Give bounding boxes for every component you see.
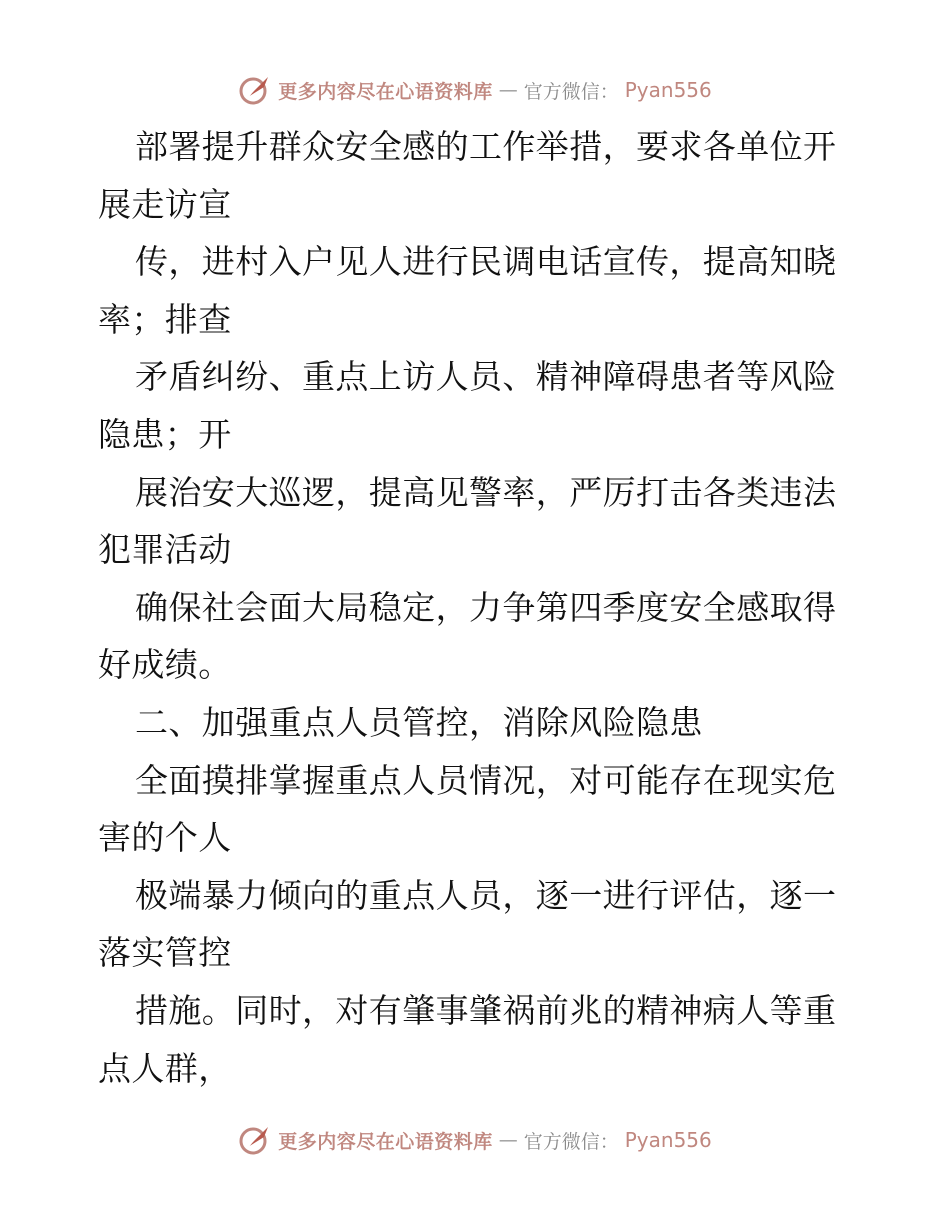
body-line: 部署提升群众安全感的工作举措，要求各单位开	[135, 127, 837, 166]
watermark-site-text: 更多内容尽在心语资料库	[278, 80, 493, 103]
watermark-wechat-label: 官方微信：	[523, 80, 619, 103]
body-line: 措施。同时，对有肇事肇祸前兆的精神病人等重	[135, 990, 837, 1030]
footer-watermark	[0, 1122, 950, 1158]
watermark-wechat-id: Pyan556	[624, 78, 712, 102]
body-line: 点人群，	[98, 1048, 232, 1088]
body-line: 展走访宣	[98, 184, 232, 224]
body-line: 好成绩。	[98, 645, 232, 685]
section-heading: 二、加强重点人员管控，消除风险隐患	[135, 702, 703, 742]
header-watermark	[0, 72, 950, 108]
body-line: 率；排查	[98, 299, 232, 339]
quill-circle-logo-icon	[238, 73, 272, 107]
body-line: 落实管控	[98, 933, 232, 973]
watermark-dash: —	[498, 79, 518, 101]
watermark-site-text: 更多内容尽在心语资料库	[278, 1130, 493, 1153]
quill-circle-logo-icon	[238, 1123, 272, 1157]
document-body	[98, 118, 858, 1097]
body-line: 隐患；开	[98, 414, 232, 454]
body-line: 极端暴力倾向的重点人员，逐一进行评估，逐一	[135, 875, 837, 915]
watermark-wechat-label: 官方微信：	[523, 1130, 619, 1153]
body-line: 传，进村入户见人进行民调电话宣传，提高知晓	[135, 242, 837, 282]
body-line: 展治安大巡逻，提高见警率，严厉打击各类违法	[135, 472, 837, 512]
body-line: 犯罪活动	[98, 530, 232, 570]
watermark-dash: —	[498, 1129, 518, 1151]
body-line: 矛盾纠纷、重点上访人员、精神障碍患者等风险	[135, 357, 837, 397]
body-line: 确保社会面大局稳定，力争第四季度安全感取得	[135, 587, 837, 627]
body-line: 全面摸排掌握重点人员情况，对可能存在现实危	[135, 760, 837, 800]
body-line: 害的个人	[98, 818, 232, 858]
watermark-wechat-id: Pyan556	[624, 1128, 712, 1152]
